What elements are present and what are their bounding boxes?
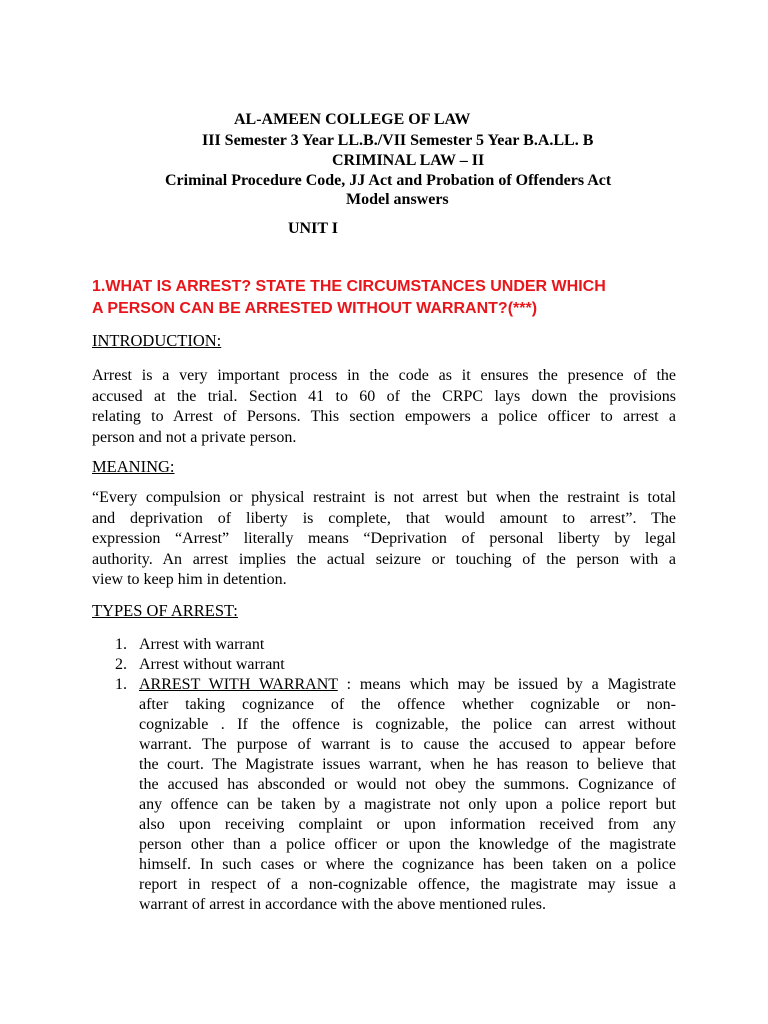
question-heading — [92, 276, 682, 320]
meaning-paragraph — [92, 488, 676, 591]
meaning-heading: MEANING: — [92, 457, 175, 476]
paragraph-line: also upon receiving complaint or upon information received from any — [139, 816, 676, 833]
paragraph-line: Arrest is a very important process in the code as it ensures the presence of the — [92, 367, 676, 384]
list-number: 2. — [115, 656, 127, 673]
paragraph-line: any offence can be taken by a magistrate not only upon a police report but — [139, 796, 676, 813]
list-item — [115, 655, 285, 675]
warrant-body — [139, 695, 676, 915]
semester-line: III Semester 3 Year LL.B./VII Semester 5 Year B.A.LL. B — [202, 132, 594, 149]
model-answers-line: Model answers — [346, 191, 449, 208]
paragraph-line: accused at the trial. Section 41 to 60 of the CRPC lays down the provisions — [92, 387, 676, 405]
list-text: Arrest with warrant — [139, 636, 265, 653]
paragraph-line: himself. In such cases or where the cognizance has been taken on a police — [139, 856, 676, 873]
warrant-title: ARREST WITH WARRANT — [139, 676, 338, 693]
paragraph-line: and deprivation of liberty is complete, that would amount to arrest”. The — [92, 509, 676, 527]
warrant-lead-text: : means which may be issued by a Magistrate — [337, 676, 677, 693]
paragraph-line: person and not a private person. — [92, 428, 297, 446]
paragraph-line: relating to Arrest of Persons. This section empowers a police officer to arrest a — [92, 408, 676, 425]
paragraph-line: the court. The Magistrate issues warrant, when he has reason to believe that — [139, 756, 676, 773]
question-line: A PERSON CAN BE ARRESTED WITHOUT WARRANT?(***) — [92, 300, 538, 317]
paragraph-line: person other than a police officer or upon the knowledge of the magistrate — [139, 836, 676, 853]
paragraph-line: report in respect of a non-cognizable offence, the magistrate may issue a — [139, 876, 676, 893]
unit-heading: UNIT I — [288, 220, 338, 237]
list-number: 1. — [115, 676, 127, 693]
subject-line: CRIMINAL LAW – II — [332, 152, 485, 169]
paragraph-line: after taking cognizance of the offence whether cognizable or non- — [139, 696, 676, 713]
paragraph-line: “Every compulsion or physical restraint is not arrest but when the restraint is total — [92, 489, 676, 506]
paragraph-line: the accused has absconded or would not obey the summons. Cognizance of — [139, 776, 676, 793]
list-number: 1. — [115, 636, 127, 653]
list-item — [115, 635, 264, 655]
topics-line: Criminal Procedure Code, JJ Act and Probation of Offenders Act — [165, 172, 612, 189]
arrest-with-warrant-section — [115, 675, 676, 915]
paragraph-line: expression “Arrest” literally means “Deprivation of personal liberty by legal — [92, 530, 676, 547]
paragraph-line: view to keep him in detention. — [92, 571, 287, 588]
paragraph-line: warrant. The purpose of warrant is to cause the accused to appear before — [139, 736, 676, 753]
paragraph-line: authority. An arrest implies the actual seizure or touching of the person with a — [92, 550, 676, 568]
list-text: Arrest without warrant — [139, 656, 285, 673]
paragraph-line: cognizable . If the offence is cognizable, the police can arrest without — [139, 716, 676, 733]
college-name: AL-AMEEN COLLEGE OF LAW — [234, 111, 471, 128]
types-of-arrest-heading: TYPES OF ARREST: — [92, 601, 238, 620]
paragraph-line: warrant of arrest in accordance with the above mentioned rules. — [139, 896, 546, 913]
introduction-heading: INTRODUCTION: — [92, 331, 222, 350]
introduction-paragraph — [92, 366, 676, 448]
question-line: 1.WHAT IS ARREST? STATE THE CIRCUMSTANCES UNDER WHICH — [92, 278, 606, 295]
warrant-lead-line — [115, 675, 676, 695]
